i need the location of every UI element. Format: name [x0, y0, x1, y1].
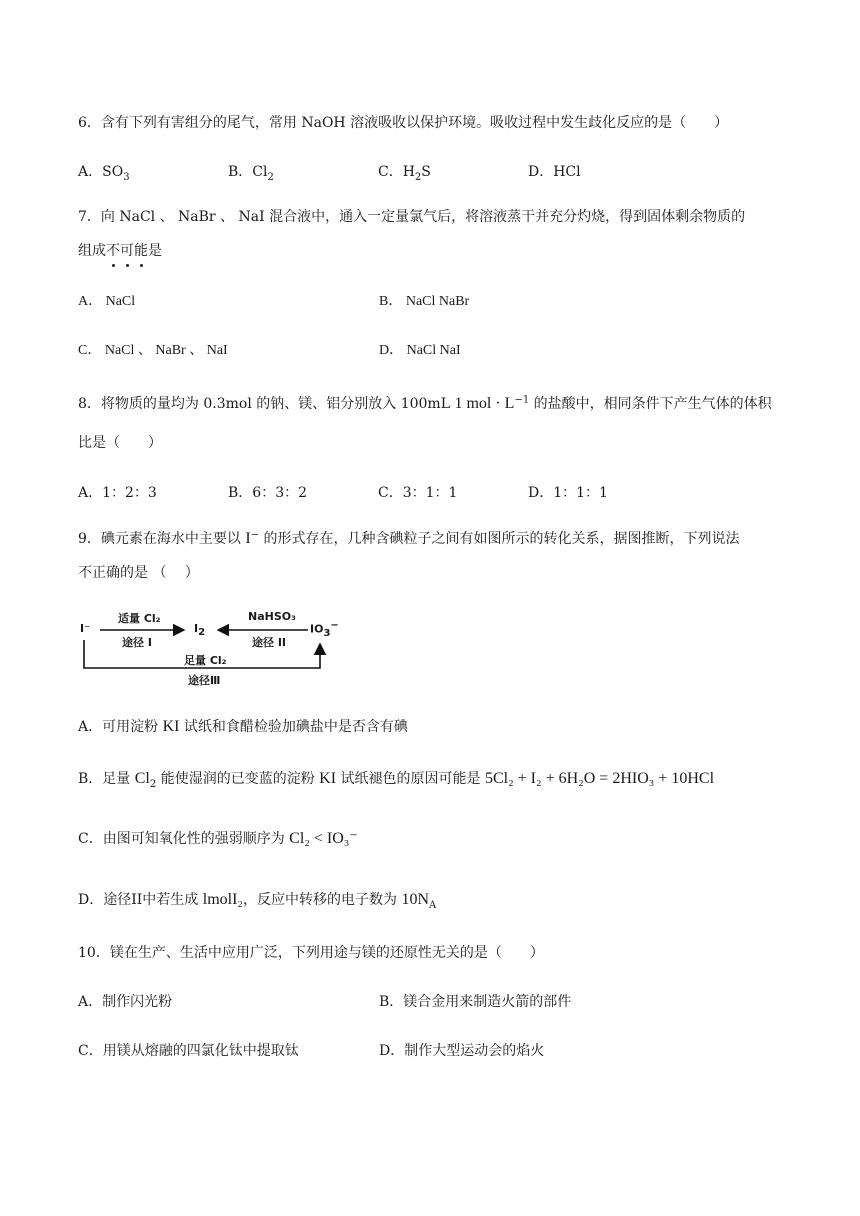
q9-option-c: C．由图可知氧化性的强弱顺序为 Cl₂ < IO₃⁻ — [78, 830, 358, 847]
q10-option-b: B．镁合金用来制造火箭的部件 — [379, 994, 572, 1010]
q8-option-c: C．3：1：1 — [378, 485, 458, 501]
q10-option-a: A．制作闪光粉 — [78, 994, 173, 1010]
q9-stem-line2: 不正确的是 （ ） — [78, 565, 199, 581]
q8-option-a: A．1：2：3 — [78, 485, 157, 501]
q9-stem-line1: 9．碘元素在海水中主要以 I− 的形式存在，几种含碘粒子之间有如图所示的转化关系，据图推断，下列说法 — [78, 529, 740, 547]
q6-option-a: A．$SO_3$ — [78, 164, 130, 183]
diagram-iodine: $I_2$ — [194, 622, 206, 639]
diagram-path2-top: NaHSO₃ — [248, 610, 296, 623]
q6-option-d: D．HCl — [528, 164, 581, 180]
diagram-path3-bottom: 途径Ⅲ — [188, 674, 221, 687]
diagram-path3-top: 足量 Cl₂ — [184, 654, 227, 667]
q7-option-b: B． NaCl NaBr — [379, 294, 470, 309]
q8-stem-line1: 8．将物质的量均为 0.3mol 的钠、镁、铝分别放入 100mL 1 mol · $L^{-1}$ 的盐酸中，相同条件下产生气体的体积 — [78, 394, 772, 412]
q7-stem-line2: 组成不可能是 — [78, 240, 162, 260]
q9-option-a: A．可用淀粉 KI 试纸和食醋检验加碘盐中是否含有碘 — [78, 718, 408, 735]
q7-option-d: D． NaCl NaI — [379, 343, 461, 358]
q8-stem-line2: 比是（ ） — [78, 435, 162, 451]
iodine-conversion-diagram — [76, 608, 339, 688]
q6-stem: 6．含有下列有害组分的尾气，常用 NaOH 溶液吸收以保护环境。吸收过程中发生歧化反应的是（ ） — [78, 115, 729, 131]
diagram-iodide: I⁻ — [80, 622, 90, 635]
diagram-iodate: $IO_3^-$ — [310, 620, 339, 639]
q10-option-c: C．用镁从熔融的四氯化钛中提取钛 — [78, 1043, 299, 1059]
q8-option-b: B．6：3：2 — [228, 485, 308, 501]
q7-stem-line1: 7．向 NaCl 、 NaBr 、 NaI 混合液中，通入一定量氯气后，将溶液蒸干并充分灼烧，得到固体剩余物质的 — [78, 209, 746, 225]
q9-option-b: B．足量 $Cl_2$ 能使湿润的已变蓝的淀粉 KI 试纸褪色的原因可能是 5Cl₂ + I₂ + 6H₂O = 2HIO₃ + 10HCl — [78, 770, 715, 790]
q8-option-d: D．1：1：1 — [528, 485, 608, 501]
q10-option-d: D．制作大型运动会的焰火 — [379, 1043, 545, 1059]
q7-option-c: C． NaCl 、 NaBr 、 NaI — [78, 343, 228, 358]
diagram-path1-top: 适量 Cl₂ — [118, 612, 161, 625]
q7-option-a: A． NaCl — [78, 294, 136, 309]
q6-option-b: B．$Cl_2$ — [228, 164, 274, 183]
diagram-path2-bottom: 途径 II — [252, 636, 287, 649]
diagram-path1-bottom: 途径 I — [122, 636, 152, 649]
q9-option-d: D．途径II中若生成 lmolI₂，反应中转移的电子数为 $10N_A$ — [78, 891, 437, 911]
q6-option-c: C．$H_2S$ — [378, 164, 431, 183]
q10-stem: 10．镁在生产、生活中应用广泛，下列用途与镁的还原性无关的是（ ） — [78, 945, 544, 961]
